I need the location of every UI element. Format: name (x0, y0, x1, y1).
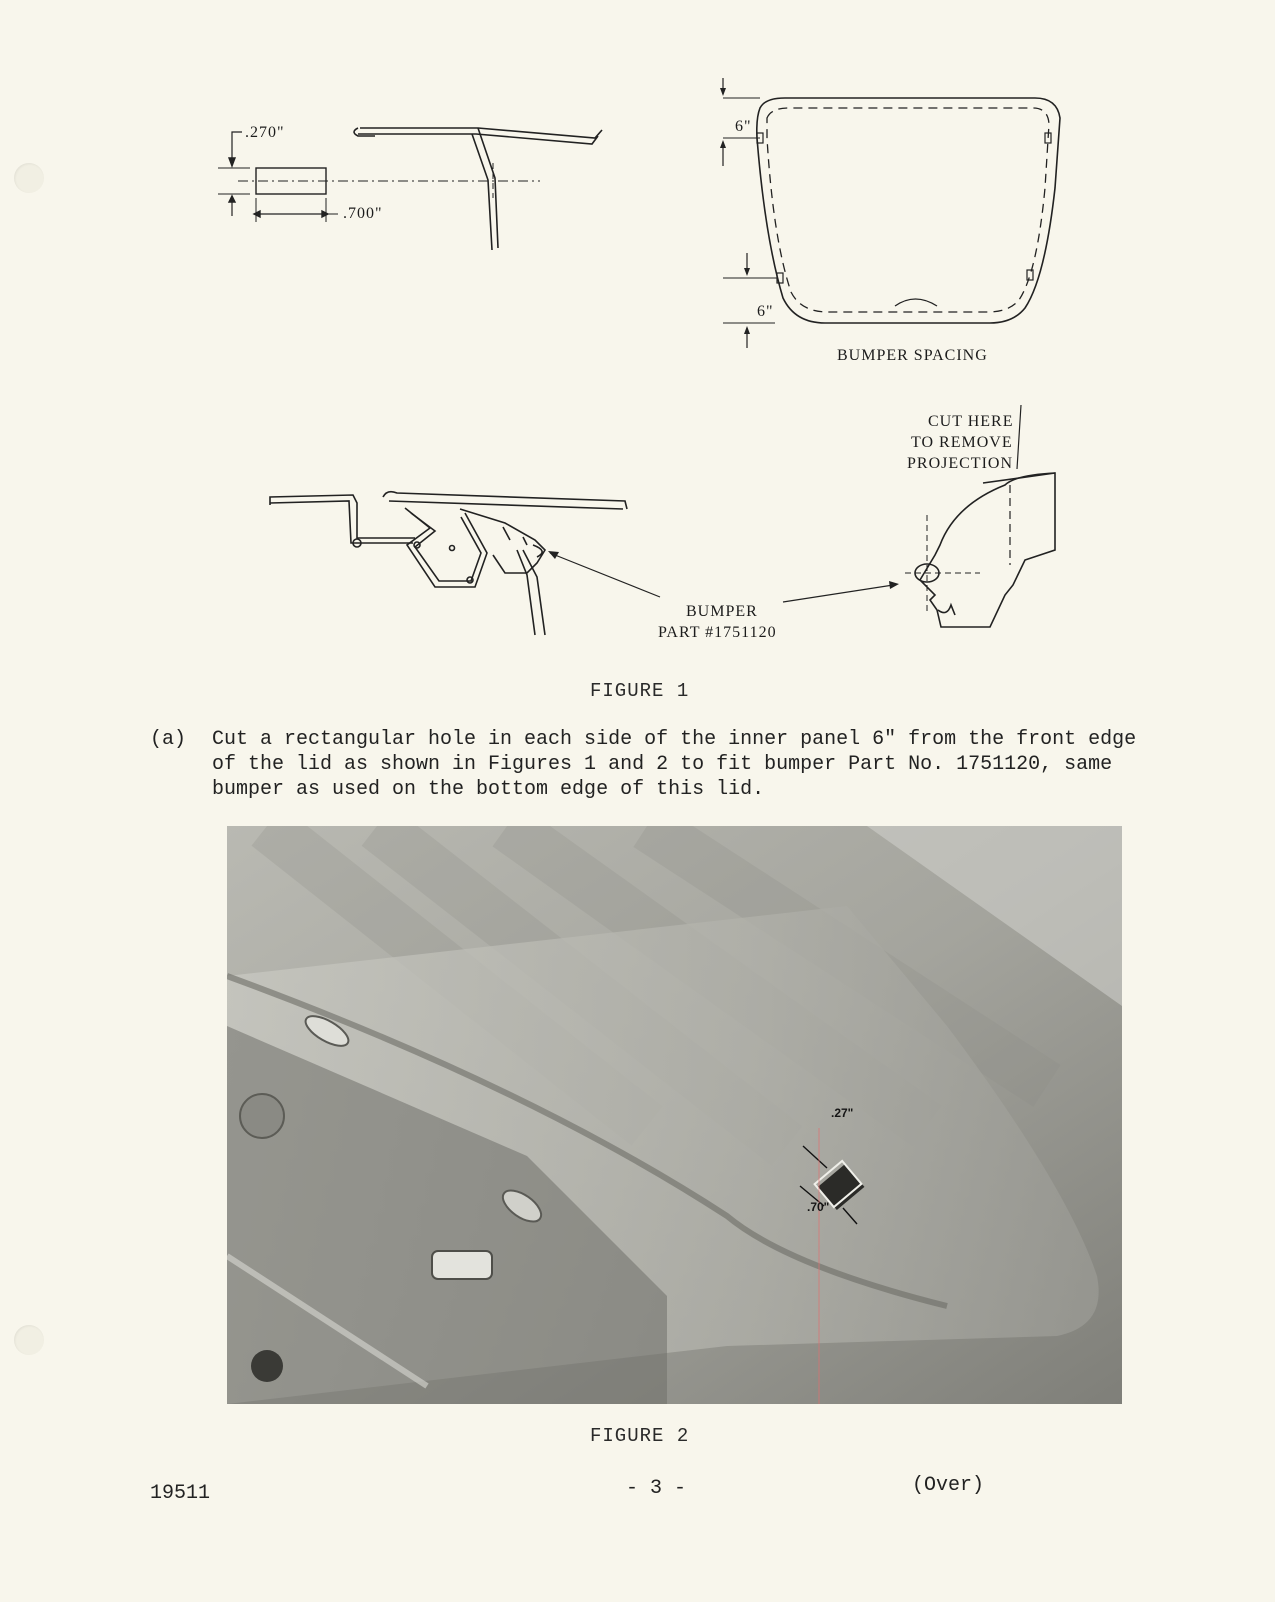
punch-hole-top (14, 163, 44, 193)
continue-note: (Over) (912, 1474, 985, 1497)
photo-height-label: .27" (831, 1106, 854, 1120)
instruction-text: Cut a rectangular hole in each side of the inner panel 6" from the front edge of the lid as shown in Figures 1 and 2 to fit bumper Part No. 1751120, same bumper as used on the bottom edge of this lid. (212, 728, 1137, 801)
document-number: 19511 (150, 1482, 211, 1505)
top-offset-label: 6" (735, 118, 752, 135)
bumper-part-label: PART #1751120 (658, 624, 777, 641)
punch-hole-bottom (14, 1325, 44, 1355)
cut-note-line-2: TO REMOVE (911, 434, 1013, 451)
cut-note-line-1: CUT HERE (928, 413, 1014, 430)
figure-2-photo (227, 826, 1122, 1404)
bumper-section-drawing (265, 405, 1085, 645)
instruction-marker: (a) (150, 728, 187, 751)
hole-height-label: .270" (245, 124, 285, 141)
cut-note-line-3: PROJECTION (907, 455, 1014, 472)
bottom-offset-label: 6" (757, 303, 774, 320)
bumper-spacing-title: BUMPER SPACING (837, 347, 988, 364)
figure-2-caption: FIGURE 2 (590, 1425, 690, 1447)
page-number: - 3 - (626, 1477, 687, 1500)
photo-width-label: .70" (807, 1200, 830, 1214)
figure-1-caption: FIGURE 1 (590, 680, 690, 702)
bumper-label: BUMPER (686, 603, 758, 620)
hole-width-label: .700" (343, 205, 383, 222)
